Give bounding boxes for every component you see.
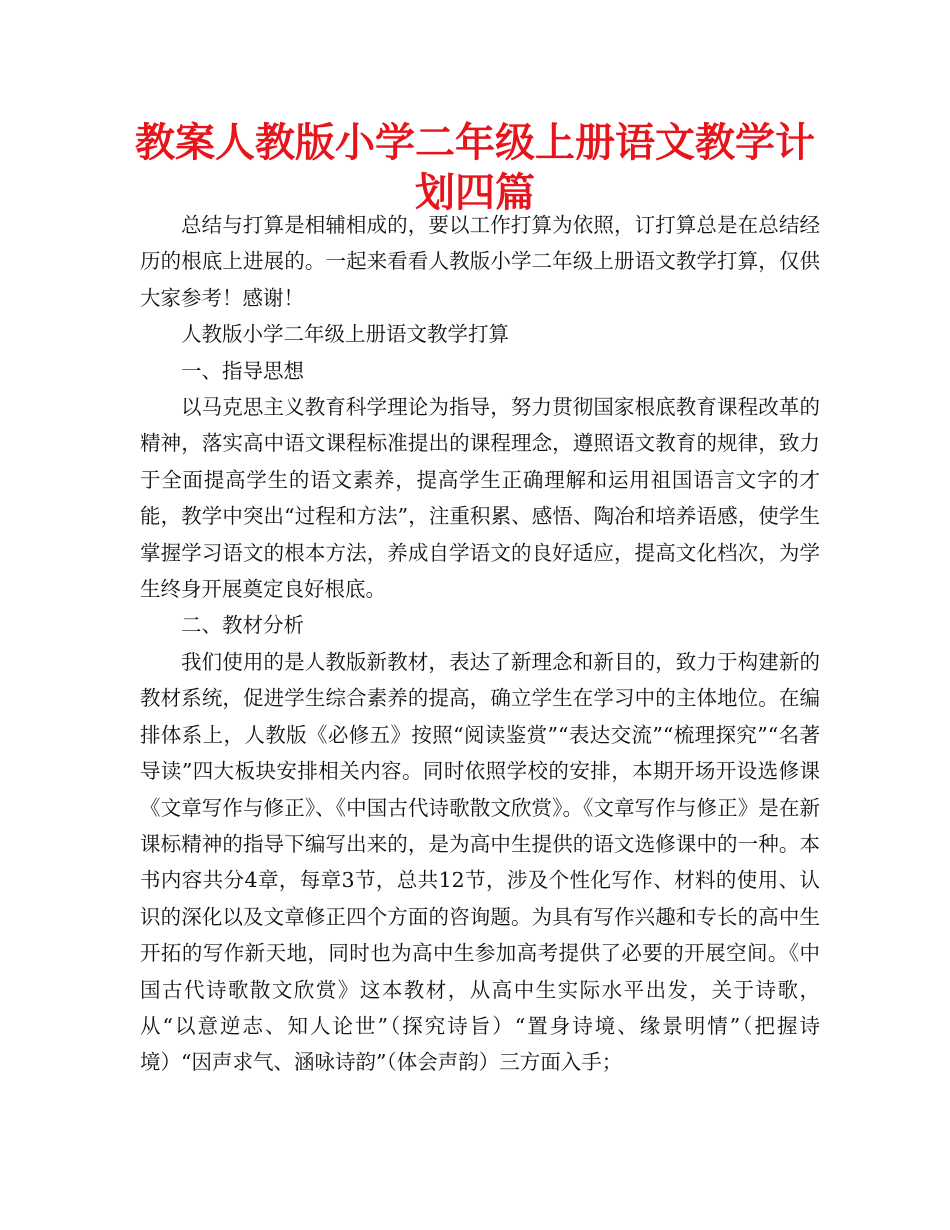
paragraph-guiding-ideology: 以马克思主义教育科学理论为指导，努力贯彻国家根底教育课程改革的精神，落实高中语文课程标准提出的课程理念，遵照语文教育的规律，致力于全面提高学生的语文素养，提高学生正确理解和运用祖国语言文字的才能，教学中突出“过程和方法”，注重积累、感悟、陶冶和培养语感，使学生掌握学习语文的根本方法，养成自学语文的良好适应，提高文化档次，为学生终身开展奠定良好根底。: [140, 395, 820, 602]
section-heading-guiding-ideology: 一、指导思想: [181, 358, 304, 383]
document-body: [140, 207, 820, 1081]
paragraph-textbook-analysis: 我们使用的是人教版新教材，表达了新理念和新目的，致力于构建新的教材系统，促进学生综合素养的提高，确立学生在学习中的主体地位。在编排体系上，人教版《必修五》按照“阅读鉴赏”“表达交流”“梳理探究”“名著导读”四大板块安排相关内容。同时依照学校的安排，本期开场开设选修课《文章写作与修正》、《中国古代诗歌散文欣赏》。《文章写作与修正》是在新课标精神的指导下编写出来的，是为高中生提供的语文选修课中的一种。本书内容共分4章，每章3节，总共12节，涉及个性化写作、材料的使用、认识的深化以及文章修正四个方面的咨询题。为具有写作兴趣和专长的高中生开拓的写作新天地，同时也为高中生参加高考提供了必要的开展空间。《中国古代诗歌散文欣赏》这本教材，从高中生实际水平出发，关于诗歌，从“以意逆志、知人论世”（探究诗旨）“置身诗境、缘景明情”（把握诗境）“因声求气、涵咏诗韵”（体会声韵）三方面入手；: [140, 649, 820, 1075]
paragraph-intro: 总结与打算是相辅相成的，要以工作打算为依照，订打算总是在总结经历的根底上进展的。一起来看看人教版小学二年级上册语文教学打算，仅供大家参考！感谢！: [140, 213, 820, 310]
paragraph-subtitle: 人教版小学二年级上册语文教学打算: [181, 322, 509, 347]
document-title: 教案人教版小学二年级上册语文教学计划四篇: [135, 120, 815, 216]
section-heading-textbook-analysis: 二、教材分析: [181, 613, 304, 638]
